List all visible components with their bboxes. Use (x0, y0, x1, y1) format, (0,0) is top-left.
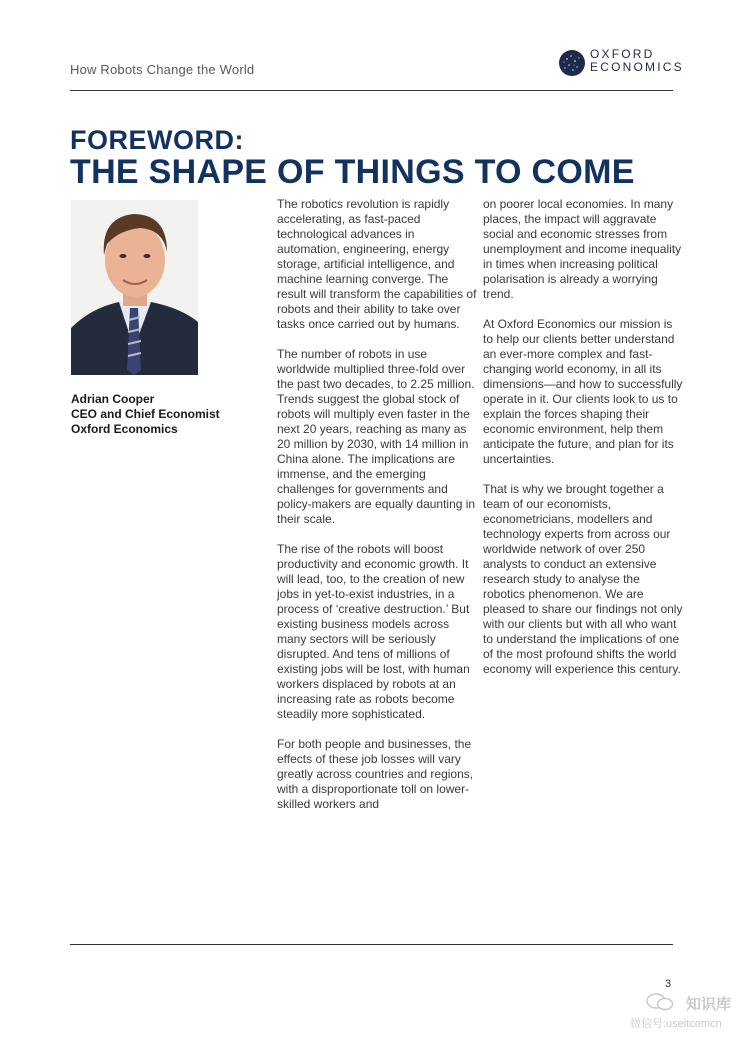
footer-divider (70, 944, 673, 945)
paragraph: For both people and businesses, the effects of these job losses will vary greatly across countries and regions, with a disproportionate toll on lower-skilled workers and (277, 737, 474, 811)
paragraph: That is why we brought together a team of our economists, econometricians, modellers and technology experts from across our worldwide network of over 250 analysts to conduct an extensive research study to analyse the robotics phenomenon. We are pleased to share our findings not only with our clients but with all who want to understand the implications of one of the most profound shifts the world economy will experience this century. (483, 482, 683, 676)
header-title: How Robots Change the World (70, 62, 255, 77)
author-name: Adrian Cooper (71, 392, 155, 406)
author-portrait (71, 200, 198, 375)
paragraph: At Oxford Economics our mission is to help our clients better understand an ever-more complex and fast-changing world economy, in all its dimensions—and how to successfully operate in it. Our clients look to us to explain the forces shaping their economic environment, help them anticipate the future, and plan for its uncertainties. (483, 317, 683, 466)
watermark (630, 993, 740, 1033)
page-title (70, 126, 635, 190)
title-line-1: FOREWORD: (70, 125, 244, 155)
text-column-left (277, 197, 477, 827)
author-credit (71, 392, 220, 437)
paragraph: The robotics revolution is rapidly accelerating, as fast-paced technological advances in automation, engineering, energy storage, artificial intelligence, and machine learning converge. The result will transform the capabilities of robots and their ability to take over tasks once carried out by humans. (277, 197, 477, 331)
chat-bubble-icon (646, 993, 674, 1011)
paragraph: The number of robots in use worldwide multiplied three-fold over the past two decades, to 2.25 million. Trends suggest the global stock of robots will multiply even faster in the next 20 years, reaching as many as 20 million by 2030, with 14 million in China alone. The implications are immense, and the emerging challenges for governments and policy-makers are equally daunting in their scale. (277, 347, 476, 526)
page-number: 3 (665, 978, 672, 990)
watermark-name: 知识库 (686, 996, 732, 1013)
title-line-2: THE SHAPE OF THINGS TO COME (70, 153, 635, 191)
logo-line-1: OXFORD (590, 47, 655, 61)
text-column-right (483, 197, 683, 692)
paragraph: The rise of the robots will boost productivity and economic growth. It will lead, too, to the creation of new jobs in yet-to-exist industries, in a process of ‘creative destruction.’ But existing business models across many sectors will be seriously disrupted. And tens of millions of existing jobs will be lost, with human workers displaced by robots at an increasing rate as robots become steadily more sophisticated. (277, 542, 470, 721)
watermark-handle: 微信号:useitcomcn (630, 1018, 722, 1030)
globe-icon (558, 49, 586, 77)
logo-wordmark (590, 48, 684, 74)
author-org: Oxford Economics (71, 422, 178, 436)
header-divider (70, 90, 673, 91)
oxford-economics-logo (558, 47, 684, 81)
logo-line-2: ECONOMICS (590, 60, 684, 74)
author-role: CEO and Chief Economist (71, 407, 220, 421)
paragraph: on poorer local economies. In many places, the impact will aggravate social and economic stresses from unemployment and income inequality in times when increasing political polarisation is already a worrying trend. (483, 197, 682, 301)
